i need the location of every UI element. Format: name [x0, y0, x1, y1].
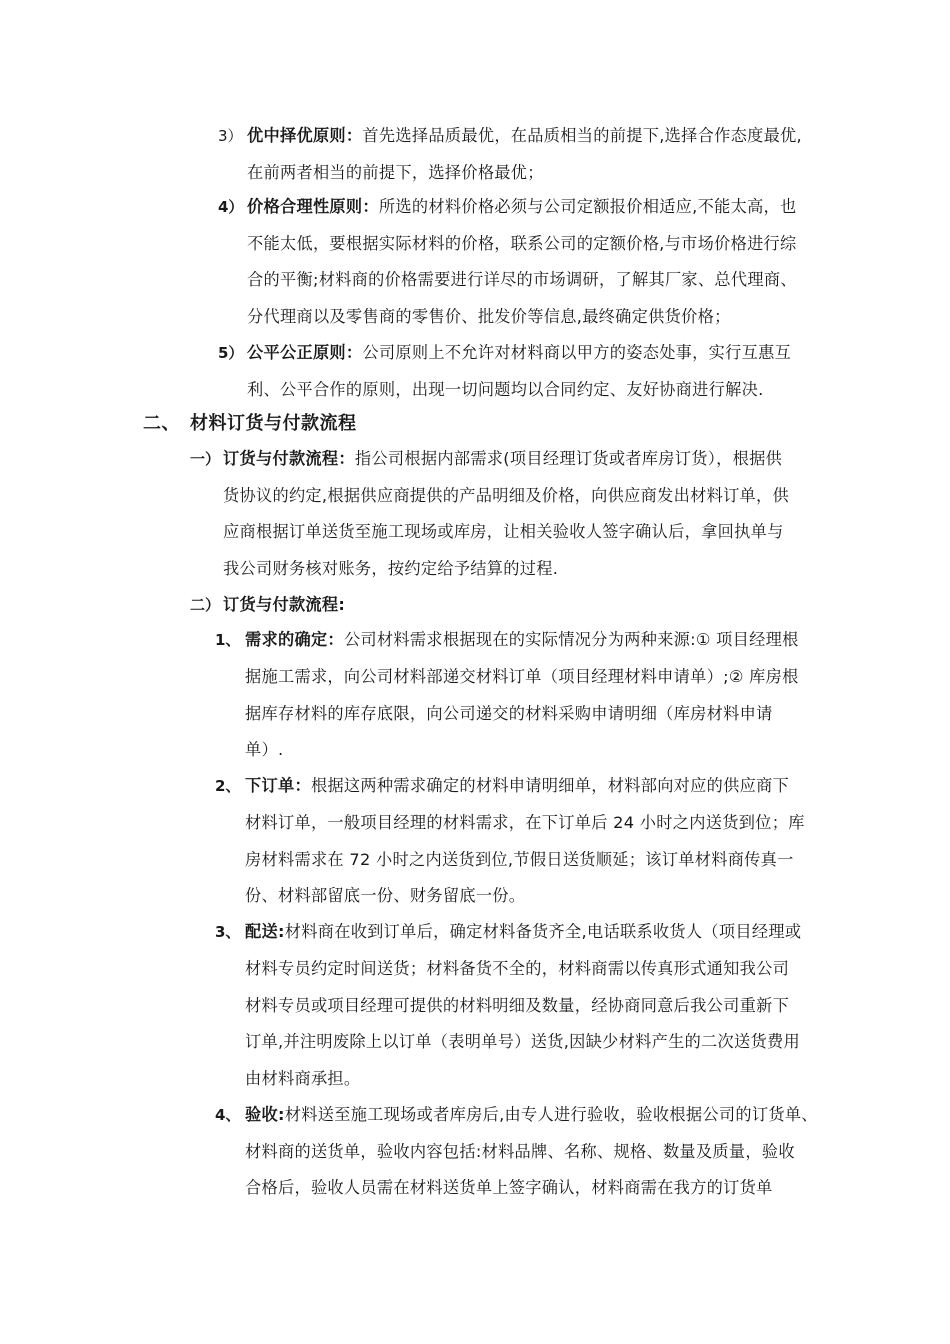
step-2-line-4: 份、材料部留底一份、财务留底一份。	[245, 886, 526, 905]
step-3-line-5: 由材料商承担。	[245, 1069, 361, 1088]
principle-3-number: 3）	[218, 127, 243, 145]
step-4-line-1: 验收:材料送至施工现场或者库房后,由专人进行验收，验收根据公司的订货单、	[245, 1105, 818, 1124]
step-2-line-3: 房材料需求在 72 小时之内送货到位,节假日送货顺延；该订单材料商传真一	[245, 850, 794, 869]
step-1-title: 需求的确定：	[245, 630, 344, 649]
sub2-title: 订货与付款流程:	[223, 595, 346, 614]
sub1-line-1: 订货与付款流程：指公司根据内部需求(项目经理订货或者库房订货），根据供	[223, 449, 783, 468]
principle-5-line-2: 利、公平合作的原则，出现一切问题均以合同约定、友好协商进行解决.	[247, 380, 764, 399]
step-2-number: 2、	[215, 777, 241, 795]
step-4-line-3: 合格后，验收人员需在材料送货单上签字确认，材料商需在我方的订货单	[245, 1178, 773, 1197]
principle-5-number: 5）	[218, 344, 244, 362]
section-number: 二、	[143, 413, 180, 434]
sub2-number: 二）	[190, 596, 221, 614]
principle-5-line-1: 公平公正原则：公司原则上不允许对材料商以甲方的姿态处事，实行互惠互	[247, 343, 792, 362]
principle-4-line-3: 合的平衡;材料商的价格需要进行详尽的市场调研，了解其厂家、总代理商、	[247, 270, 797, 289]
step-2-line-1: 下订单：根据这两种需求确定的材料申请明细单，材料部向对应的供应商下	[245, 776, 790, 795]
section-title: 材料订货与付款流程	[190, 413, 357, 434]
step-1-number: 1、	[215, 631, 241, 649]
step-4-line-2: 材料商的送货单，验收内容包括:材料品牌、名称、规格、数量及质量，验收	[245, 1142, 795, 1161]
step-1-line-3: 据库存材料的库存底限，向公司递交的材料采购申请明细（库房材料申请	[245, 704, 773, 723]
sub1-number: 一）	[190, 450, 221, 468]
step-3-number: 3、	[215, 923, 241, 941]
step-4-number: 4、	[215, 1106, 241, 1124]
step-1-line-1: 需求的确定：公司材料需求根据现在的实际情况分为两种来源:① 项目经理根	[245, 630, 799, 649]
step-1-line-2: 据施工需求，向公司材料部递交材料订单（项目经理材料申请单）;② 库房根	[245, 667, 799, 686]
step-4-title: 验收:	[245, 1105, 285, 1124]
sub1-line-3: 应商根据订单送货至施工现场或库房，让相关验收人签字确认后，拿回执单与	[223, 522, 784, 541]
step-3-line-2: 材料专员约定时间送货；材料备货不全的，材料商需以传真形式通知我公司	[245, 959, 790, 978]
sub2-line-1	[223, 595, 345, 615]
principle-3-title: 优中择优原则：	[247, 126, 363, 145]
sub1-line-4: 我公司财务核对账务，按约定给予结算的过程.	[223, 559, 559, 578]
sub1-title: 订货与付款流程：	[223, 449, 355, 468]
principle-3-line-2: 在前两者相当的前提下，选择价格最优；	[247, 163, 544, 182]
principle-4-number: 4）	[218, 198, 244, 216]
step-2-title: 下订单：	[245, 776, 311, 795]
step-3-title: 配送:	[245, 922, 285, 941]
principle-4-line-4: 分代理商以及零售商的零售价、批发价等信息,最终确定供货价格；	[247, 307, 731, 326]
principle-4-title: 价格合理性原则：	[247, 197, 379, 216]
step-1-line-4: 单）.	[245, 740, 284, 759]
step-3-line-4: 订单,并注明废除上以订单（表明单号）送货,因缺少材料产生的二次送货费用	[245, 1032, 800, 1051]
step-3-line-3: 材料专员或项目经理可提供的材料明细及数量，经协商同意后我公司重新下	[245, 996, 790, 1015]
principle-4-line-1: 价格合理性原则：所选的材料价格必须与公司定额报价相适应,不能太高，也	[247, 197, 797, 216]
principle-4-line-2: 不能太低，要根据实际材料的价格，联系公司的定额价格,与市场价格进行综	[247, 234, 797, 253]
step-3-line-1: 配送:材料商在收到订单后，确定材料备货齐全,电话联系收货人（项目经理或	[245, 922, 802, 941]
principle-5-title: 公平公正原则：	[247, 343, 363, 362]
step-2-line-2: 材料订单，一般项目经理的材料需求，在下订单后 24 小时之内送货到位；库	[245, 813, 805, 832]
sub1-line-2: 货协议的约定,根据供应商提供的产品明细及价格，向供应商发出材料订单，供	[223, 486, 790, 505]
principle-3-line-1: 优中择优原则：首先选择品质最优，在品质相当的前提下,选择合作态度最优,	[247, 126, 802, 145]
